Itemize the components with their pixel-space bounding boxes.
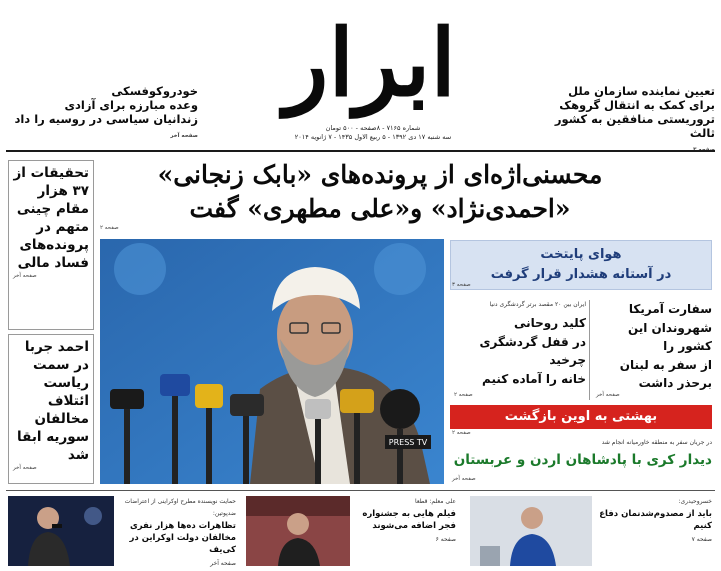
press-tv-mic-label: PRESS TV [388,438,428,447]
main-headline-line: «احمدی‌نژاد» و«علی مطهری» گفت [189,194,571,223]
page-ref: صفحه ۲ [454,392,473,398]
beheshti-headline-bar[interactable]: بهشتی به اوین بازگشت [450,405,712,429]
top-right-news[interactable] [545,84,715,157]
left-news-box-text: تحقیقات از ۳۷ هزار مقام چینی متهم در پرونده‌های فساد مالی [13,165,89,271]
masthead-subtitle [268,124,478,142]
top-left-news-line: زندانیان سیاسی در روسیه را داد [14,112,198,126]
weather-subtitle: در آستانه هشدار قرار گرفت [490,267,672,282]
top-right-news-line: برای کمک به انتقال گروهک [559,98,715,112]
main-photo [100,239,444,484]
protest-photo [8,496,114,566]
top-right-news-line: تروریستی منافقین به کشور ثالث [554,112,715,140]
bottom-news-headline: تظاهرات ده‌ها هزار نفری مخالفان دولت اوکراین در کی‌یف [129,521,236,555]
left-news-box-syria[interactable] [8,334,94,484]
page-ref: صفحه ۲ [100,225,119,231]
masthead-rule [6,150,715,152]
kerry-news-kicker: در جریان سفر به منطقه خاورمیانه انجام شد [601,439,712,446]
bottom-news-fajr[interactable] [352,496,456,546]
embassy-news-line: از سفر به لبنان [619,357,712,372]
iran-news-line: چرخید [549,353,586,367]
kerry-news-headline[interactable]: دیدار کری با پادشاهان اردن و عربستان [453,452,712,468]
main-headline[interactable] [100,158,660,226]
page-ref: صفحه آخر [13,465,37,471]
bottom-news-photo-fajr [246,496,350,566]
embassy-news[interactable] [594,300,712,393]
bottom-rule [6,490,715,491]
masthead-issue-line: شماره ۷۱۶۵ - ۸صفحه - ۵۰۰ تومان [325,124,421,132]
press-conference-photo [100,239,444,484]
embassy-news-line: سفارت آمریکا [628,302,712,316]
iran-news-kicker: ایران بین ۲۰ مقصد برتر گردشگری دنیا [489,301,586,308]
bottom-news-kiev[interactable] [116,496,236,570]
page-ref: صفحه آخر [13,273,37,279]
page-ref: صفحه آخر [596,392,620,398]
festival-photo [246,496,350,566]
masthead-title: ابرار [284,9,456,117]
top-left-news[interactable] [8,84,198,143]
bottom-news-football[interactable] [596,496,712,546]
bottom-news-headline: باید از مصدوم‌شدنمان دفاع کنیم [599,509,712,531]
embassy-news-line: برحذر داشت [638,376,712,390]
page-ref: صفحه ۳ [452,282,471,288]
main-headline-line: محسنی‌اژه‌ای از پرونده‌های «بابک زنجانی» [157,160,603,189]
page-ref: صفحه ۷ [691,536,712,543]
bottom-news-kicker: حمایت نویسنده مطرح اوکراینی از اعتراضات ضدپوتین: [124,498,236,517]
left-news-box-corruption[interactable] [8,160,94,330]
masthead-date-line: سه شنبه ۱۷ دی ۱۳۹۲ - ۵ ربیع الاول ۱۴۳۵ - ۷ ژانویه ۲۰۱۴ [294,133,452,141]
iran-news-line: در قفل گردشگری [479,334,586,349]
bottom-news-photo-kiev [8,496,114,566]
bottom-news-kicker: خسروحیدری: [678,498,712,505]
bottom-news-headline: فیلم هایی به جشنواره فجر اضافه می‌شوند [362,509,456,531]
bottom-news-kicker: علی معلم: قطعا [414,498,456,505]
iran-news-line: کلید روحانی [513,316,586,330]
top-left-news-line: خودروکوفسکی [111,84,198,98]
page-ref: صفحه آخر [452,476,476,482]
top-left-news-line: وعده مبارزه برای آزادی [64,98,198,112]
page-ref: صفحه آخر [170,133,198,139]
iran-news-line: خانه را آماده کنیم [482,371,586,386]
football-player-photo [470,496,592,566]
column-divider [589,300,590,400]
bottom-news-photo-football [470,496,592,566]
left-news-box-text: احمد جربا در سمت ریاست ائتلاف مخالفان سوریه ابقا شد [17,339,89,463]
iran-tourism-news[interactable] [452,314,586,388]
embassy-news-line: شهروندان این کشور را [627,320,712,353]
weather-title: هوای پایتخت [540,247,622,262]
page-ref: صفحه ۲ [452,430,471,436]
top-right-news-line: تعیین نماینده سازمان ملل [568,84,715,98]
page-ref: صفحه ۶ [435,536,456,543]
page-ref: صفحه آخر [210,560,236,567]
